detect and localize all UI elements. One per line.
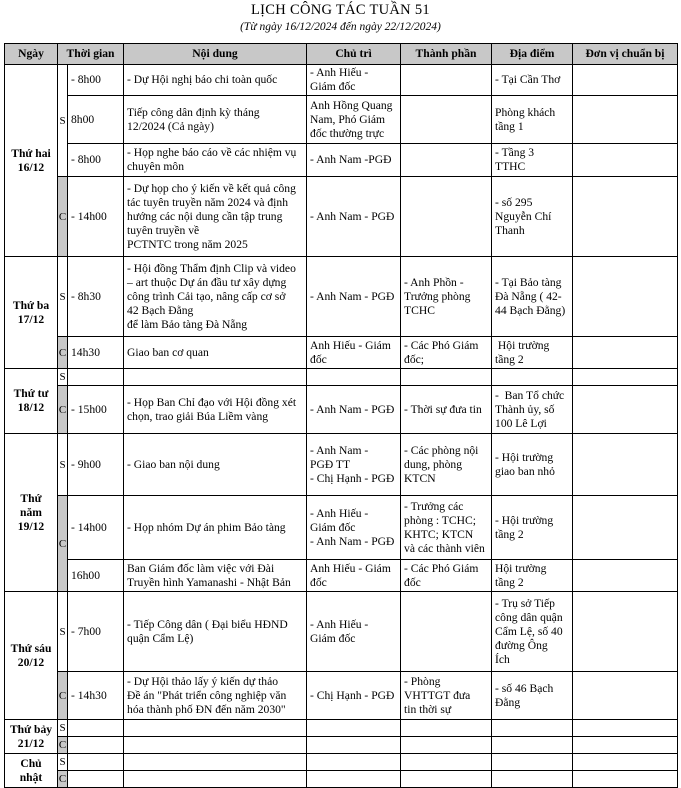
host-cell: Anh Hồng Quang Nam, Phó Giám đốc thường trực xyxy=(307,96,401,144)
members-cell: - Trưởng các phòng : TCHC; KHTC; KTCN và các thành viên xyxy=(401,496,492,560)
content-cell: - Tiếp Công dân ( Đại biểu HĐND quận Cẩm Lệ) xyxy=(124,592,307,672)
session-afternoon: C xyxy=(58,737,68,754)
time-cell: - 7h00 xyxy=(68,592,124,672)
session-morning: S xyxy=(58,369,68,386)
members-cell: - Các Phó Giám đốc xyxy=(401,560,492,592)
members-cell: - Các phòng nội dung, phòng KTCN xyxy=(401,434,492,496)
place-cell xyxy=(492,369,573,386)
time-cell: - 15h00 xyxy=(68,386,124,434)
table-row xyxy=(5,96,678,144)
host-cell: - Anh Hiếu - Giám đốc xyxy=(307,592,401,672)
host-cell: - Anh Nam - PGĐ xyxy=(307,177,401,257)
content-cell: - Họp Ban Chỉ đạo với Hội đồng xét chọn, trao giải Búa Liềm vàng xyxy=(124,386,307,434)
time-cell: - 14h00 xyxy=(68,496,124,560)
col-members: Thành phần xyxy=(401,44,492,65)
content-cell: Ban Giám đốc làm việc với Đài Truyền hình Yamanashi - Nhật Bản xyxy=(124,560,307,592)
content-cell: - Dự họp cho ý kiến về kết quả công tác tuyên truyền năm 2024 và định hướng các nội dung cần tập trung tuyên truyền về PCTNTC trong năm 2025 xyxy=(124,177,307,257)
day-cell: Thứ tư 18/12 xyxy=(5,369,58,434)
members-cell xyxy=(401,177,492,257)
time-cell: - 14h30 xyxy=(68,672,124,720)
place-cell: - Ban Tổ chức Thành ủy, số 100 Lê Lợi xyxy=(492,386,573,434)
session-afternoon: C xyxy=(58,337,68,369)
table-row xyxy=(5,737,678,754)
host-cell xyxy=(307,369,401,386)
table-row xyxy=(5,369,678,386)
members-cell: - Anh Phồn - Trưởng phòng TCHC xyxy=(401,257,492,337)
table-row xyxy=(5,754,678,771)
table-row xyxy=(5,337,678,369)
place-cell: Hội trường tầng 2 xyxy=(492,560,573,592)
session-afternoon: C xyxy=(58,496,68,592)
members-cell: - Các Phó Giám đốc; xyxy=(401,337,492,369)
members-cell xyxy=(401,592,492,672)
content-cell: Giao ban cơ quan xyxy=(124,337,307,369)
time-cell: - 8h00 xyxy=(68,144,124,177)
prep-cell xyxy=(573,257,678,337)
header-row xyxy=(5,44,678,65)
day-cell: Thứ ba 17/12 xyxy=(5,257,58,369)
prep-cell xyxy=(573,96,678,144)
table-row xyxy=(5,771,678,788)
day-cell: Thứ bảy 21/12 xyxy=(5,720,58,754)
prep-cell xyxy=(573,560,678,592)
host-cell: - Anh Nam - PGĐ xyxy=(307,257,401,337)
prep-cell xyxy=(573,144,678,177)
content-cell: - Giao ban nội dung xyxy=(124,434,307,496)
session-morning: S xyxy=(58,720,68,737)
time-cell: 14h30 xyxy=(68,337,124,369)
time-cell: - 8h00 xyxy=(68,65,124,96)
members-cell xyxy=(401,96,492,144)
place-cell: - Tầng 3 TTHC xyxy=(492,144,573,177)
col-prep: Đơn vị chuẩn bị xyxy=(573,44,678,65)
prep-cell xyxy=(573,672,678,720)
prep-cell xyxy=(573,177,678,257)
session-afternoon: C xyxy=(58,771,68,788)
content-cell: - Dự Hội thảo lấy ý kiến dự thảo Đề án "Phát triển công nghiệp văn hóa thành phố ĐN đến năm 2030" xyxy=(124,672,307,720)
place-cell: - số 46 Bạch Đằng xyxy=(492,672,573,720)
session-afternoon: C xyxy=(58,672,68,720)
table-row xyxy=(5,560,678,592)
prep-cell xyxy=(573,386,678,434)
table-row xyxy=(5,144,678,177)
schedule-table xyxy=(4,43,678,788)
content-cell: - Hội đồng Thẩm định Clip và video – art thuộc Dự án đầu tư xây dựng công trình Cải tạo, nâng cấp cơ sở 42 Bạch Đằng để làm Bảo tàng Đà Nẵng xyxy=(124,257,307,337)
day-cell: Thứ sáu 20/12 xyxy=(5,592,58,720)
host-cell: - Anh Hiếu - Giám đốc - Anh Nam - PGĐ xyxy=(307,496,401,560)
session-afternoon: C xyxy=(58,386,68,434)
place-cell: Phòng khách tầng 1 xyxy=(492,96,573,144)
members-cell xyxy=(401,65,492,96)
table-row xyxy=(5,592,678,672)
prep-cell xyxy=(573,496,678,560)
place-cell: - Tại Bảo tàng Đà Nẵng ( 42- 44 Bạch Đằng) xyxy=(492,257,573,337)
members-cell: - Thời sự đưa tin xyxy=(401,386,492,434)
members-cell: - Phòng VHTTGT đưa tin thời sự xyxy=(401,672,492,720)
place-cell: Hội trường tầng 2 xyxy=(492,337,573,369)
table-row xyxy=(5,177,678,257)
prep-cell xyxy=(573,434,678,496)
table-row xyxy=(5,720,678,737)
host-cell: Anh Hiếu - Giám đốc xyxy=(307,560,401,592)
table-row xyxy=(5,386,678,434)
time-cell: 16h00 xyxy=(68,560,124,592)
place-cell: - Hội trường tầng 2 xyxy=(492,496,573,560)
prep-cell xyxy=(573,369,678,386)
session-morning: S xyxy=(58,592,68,672)
date-range: (Từ ngày 16/12/2024 đến ngày 22/12/2024) xyxy=(240,21,441,33)
content-cell: - Dự Hội nghị báo chi toàn quốc xyxy=(124,65,307,96)
col-place: Địa điểm xyxy=(492,44,573,65)
place-cell: - Hội trường giao ban nhỏ xyxy=(492,434,573,496)
col-day: Ngày xyxy=(5,44,58,65)
prep-cell xyxy=(573,592,678,672)
host-cell: - Anh Nam - PGĐ TT - Chị Hạnh - PGĐ xyxy=(307,434,401,496)
session-morning: S xyxy=(58,434,68,496)
time-cell: 8h00 xyxy=(68,96,124,144)
content-cell: - Họp nghe báo cáo về các nhiệm vụ chuyên môn xyxy=(124,144,307,177)
host-cell: - Anh Hiếu - Giám đốc xyxy=(307,65,401,96)
place-cell: - Trụ sở Tiếp công dân quận Cẩm Lệ, số 40 đường Ông Ích xyxy=(492,592,573,672)
session-morning: S xyxy=(58,65,68,177)
content-cell xyxy=(124,369,307,386)
session-morning: S xyxy=(58,257,68,337)
time-cell: - 14h00 xyxy=(68,177,124,257)
host-cell: Anh Hiếu - Giám đốc xyxy=(307,337,401,369)
table-row xyxy=(5,65,678,96)
time-cell xyxy=(68,369,124,386)
place-cell: - Tại Cần Thơ xyxy=(492,65,573,96)
col-content: Nội dung xyxy=(124,44,307,65)
day-cell: Thứ hai 16/12 xyxy=(5,65,58,257)
table-row xyxy=(5,672,678,720)
host-cell: - Chị Hạnh - PGĐ xyxy=(307,672,401,720)
time-cell: - 8h30 xyxy=(68,257,124,337)
day-cell: Chủ nhật xyxy=(5,754,58,788)
host-cell: - Anh Nam -PGĐ xyxy=(307,144,401,177)
col-host: Chủ trì xyxy=(307,44,401,65)
content-cell: Tiếp công dân định kỳ tháng 12/2024 (Cả ngày) xyxy=(124,96,307,144)
prep-cell xyxy=(573,65,678,96)
page-title: LỊCH CÔNG TÁC TUẦN 51 xyxy=(251,2,430,18)
session-morning: S xyxy=(58,754,68,771)
content-cell: - Họp nhóm Dự án phim Bảo tàng xyxy=(124,496,307,560)
time-cell: - 9h00 xyxy=(68,434,124,496)
host-cell: - Anh Nam - PGĐ xyxy=(307,386,401,434)
table-row xyxy=(5,434,678,496)
table-row xyxy=(5,257,678,337)
session-afternoon: C xyxy=(58,177,68,257)
prep-cell xyxy=(573,337,678,369)
place-cell: - số 295 Nguyễn Chí Thanh xyxy=(492,177,573,257)
table-row xyxy=(5,496,678,560)
members-cell xyxy=(401,369,492,386)
members-cell xyxy=(401,144,492,177)
col-time: Thời gian xyxy=(58,44,124,65)
day-cell: Thứ năm 19/12 xyxy=(5,434,58,592)
